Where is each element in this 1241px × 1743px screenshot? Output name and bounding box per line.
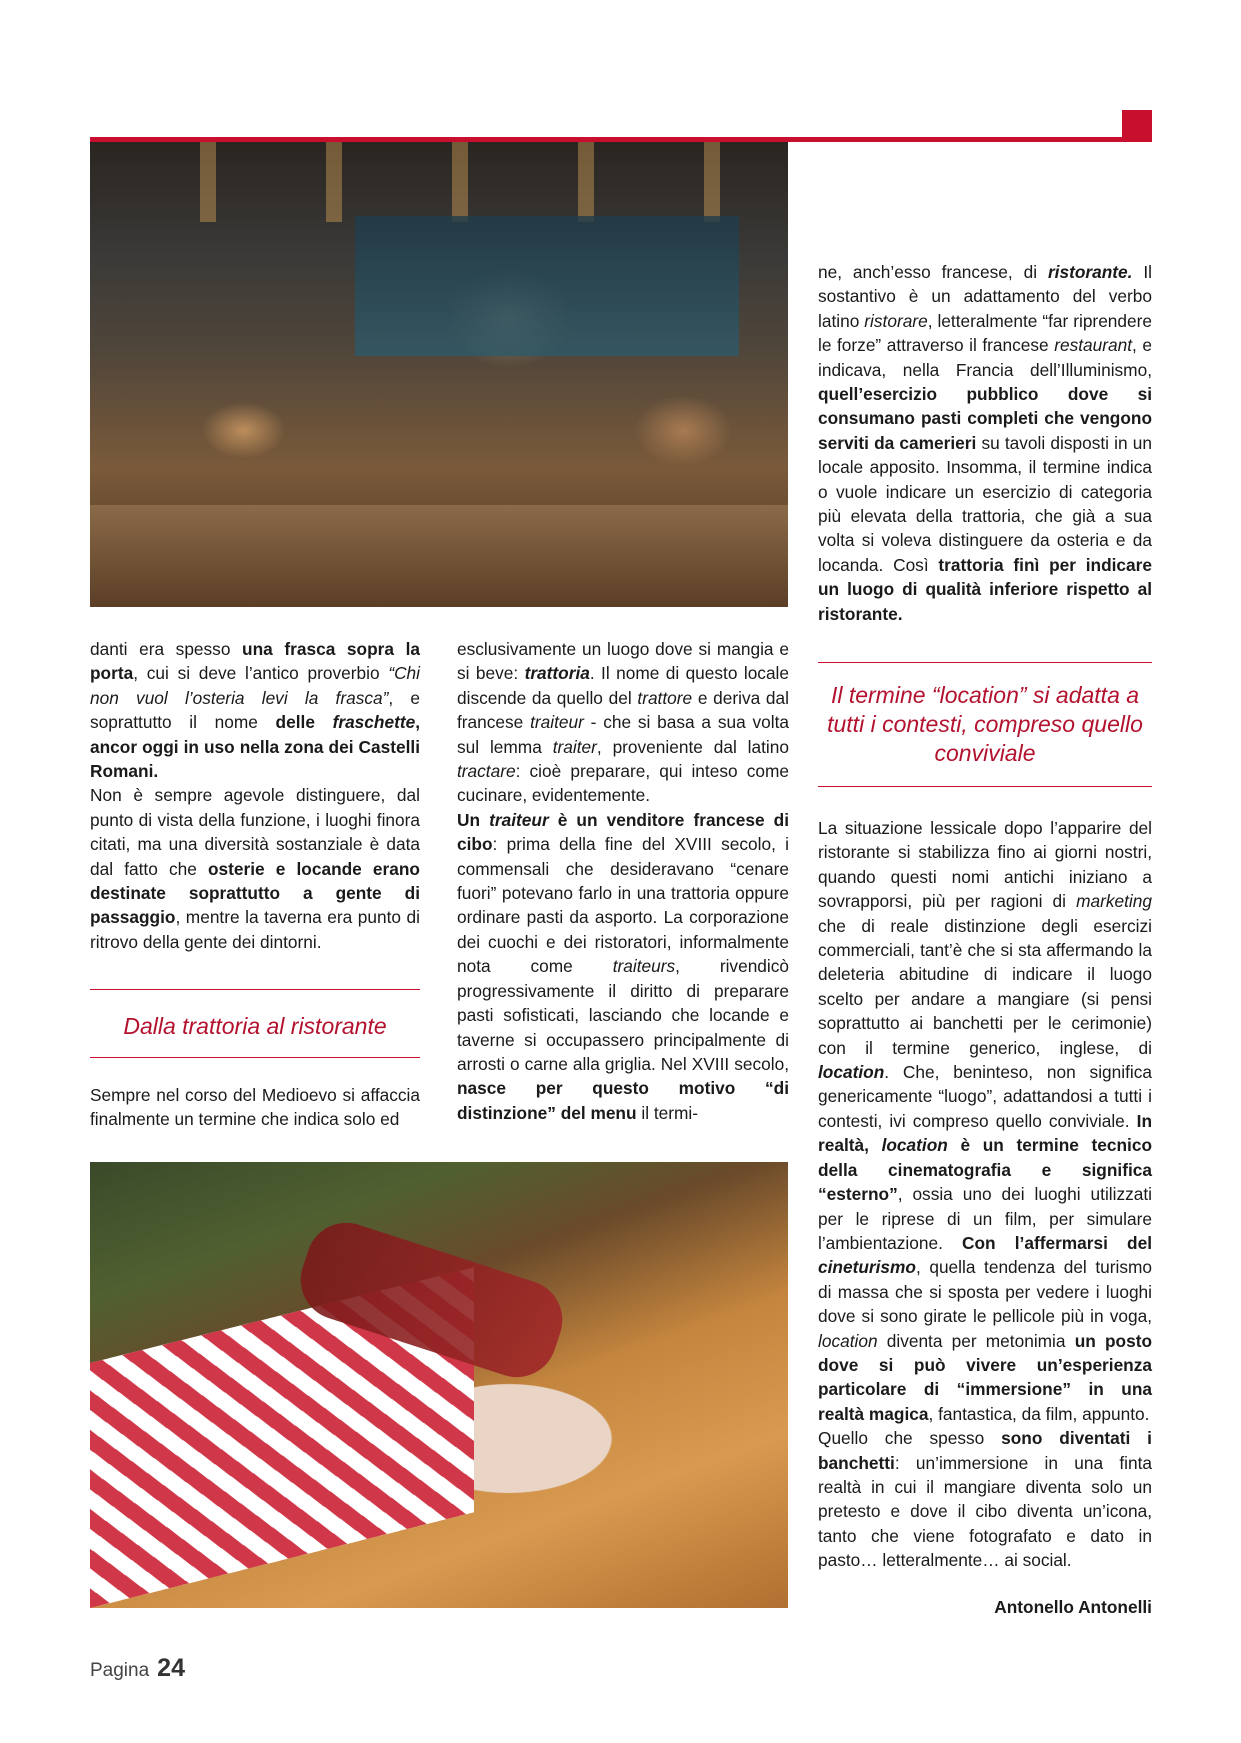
text-run: , e indicava, nella Francia dell’Illuminismo,: [818, 335, 1153, 380]
text-run: In realtà,: [818, 1110, 1152, 1156]
text-run: ristorante.: [1047, 262, 1133, 282]
left-column-upper: [90, 637, 420, 954]
text-run: - che si basa a sua volta sul lemma: [457, 712, 789, 757]
text-run: trattore: [637, 687, 693, 708]
text-run: è un termine tecnico della cinematografia e significa “esterno”: [818, 1135, 1153, 1205]
middle-column: [457, 637, 789, 1125]
text-run: , e soprattutto il nome: [90, 687, 420, 733]
middle-paragraph-2: [457, 808, 789, 1125]
text-run: , cui si deve l’antico proverbio: [133, 663, 389, 684]
text-run: che di reale distinzione degli esercizi commerciali, tant’è che si sta affermando la deleteria abitudine di indicare il luogo scelto per andare a mangiare (si pensi soprattutto ai banchetti per le cerimonie) con il termine generico, inglese, di: [818, 915, 1152, 1058]
left-paragraph-2: [90, 783, 420, 954]
text-run: traiteur: [530, 712, 584, 733]
text-run: Il sostantivo è un adattamento del verbo latino: [818, 262, 1153, 331]
text-run: restaurant: [1054, 335, 1133, 356]
text-run: e deriva dal francese: [457, 687, 789, 733]
text-run: La situazione lessicale dopo l’apparire del ristorante si stabilizza fino ai giorni nostri, quando questi nomi antichi iniziano a sovrapporsi, più per ragioni di: [818, 818, 1152, 912]
text-run: delle: [275, 712, 333, 733]
text-run: diventa per metonimia: [877, 1330, 1075, 1351]
left-paragraph-3: [90, 1083, 420, 1132]
text-run: trattoria finì per indicare un luogo di qualità inferiore rispetto al ristorante.: [818, 554, 1152, 624]
restaurant-photo: [90, 142, 788, 607]
text-run: , ancor oggi in uso nella zona dei Castelli Romani.: [90, 712, 421, 782]
text-run: nasce per questo motivo “di distinzione” del menu: [457, 1078, 789, 1123]
right-paragraph-1: [818, 260, 1152, 626]
text-run: una frasca sopra la porta: [90, 639, 420, 684]
text-run: Sempre nel corso del Medioevo si affaccia finalmente un termine che indica solo ed: [90, 1085, 420, 1130]
text-run: osterie e locande erano destinate soprattutto a gente di passaggio: [90, 858, 420, 928]
text-run: Quello che spesso: [818, 1428, 1002, 1449]
text-run: : cioè preparare, qui inteso come cucinare, evidentemente.: [457, 761, 789, 806]
text-run: ne, anch’esso francese, di: [818, 262, 1048, 282]
pull-quote: Il termine “location” si adatta a tutti i contesti, compreso quello conviviale: [827, 682, 1143, 766]
middle-paragraph-1: [457, 637, 789, 808]
text-run: su tavoli disposti in un locale apposito. Insomma, il termine indica o vuole indicare un esercizio di categoria più elevata della trattoria, che già a sua volta si voleva distinguere da osteria e da locanda. Così: [818, 432, 1152, 575]
pull-quote-rule-bottom: [818, 786, 1152, 787]
left-paragraph-1: [90, 637, 420, 783]
text-run: . Che, beninteso, non significa genericamente “luogo”, adattandosi a tutti i contesti, ivi compreso quello conviviale.: [818, 1062, 1152, 1131]
text-run: . Il nome di questo locale discende da quello del: [457, 663, 790, 708]
text-run: : prima della fine del XVIII secolo, i commensali che desideravano “cenare fuori” potevano farlo in una trattoria oppure ordinare pasti da asporto. La corporazione dei cuochi e dei ristoratori, informalmente nota come: [457, 834, 789, 977]
page-label: Pagina: [90, 1660, 150, 1681]
pull-quote-rule-top: [818, 662, 1152, 663]
text-run: è un venditore francese di cibo: [457, 809, 789, 855]
subheading: Dalla trattoria al ristorante: [123, 1013, 387, 1039]
right-paragraph-3: [818, 1426, 1152, 1572]
subheading-rule-top: [90, 989, 420, 990]
page-footer: [90, 1654, 185, 1683]
text-run: Un: [457, 809, 490, 830]
text-run: danti era spesso: [90, 639, 243, 659]
text-run: traiter: [552, 736, 597, 757]
right-paragraph-2: [818, 816, 1152, 1426]
charcuterie-photo: [90, 1162, 788, 1608]
text-run: Non è sempre agevole distinguere, dal punto di vista della funzione, i luoghi finora citati, ma una diversità sostanziale è data dal fatto che: [90, 785, 420, 879]
text-run: quell’esercizio pubblico dove si consumano pasti completi che vengono serviti da camerieri: [818, 384, 1152, 453]
text-run: : un’immersione in una finta realtà in cui il mangiare diventa solo un pretesto e dove il cibo diventa un’icona, tanto che viene fotografato e dato in pasto… letteralmente… ai social.: [818, 1452, 1152, 1571]
text-run: traiteurs: [612, 956, 676, 977]
text-run: Con l’affermarsi del: [962, 1232, 1152, 1253]
text-run: sono diventati i banchetti: [818, 1428, 1152, 1473]
text-run: esclusivamente un luogo dove si mangia e si beve:: [457, 639, 789, 684]
right-column-upper: [818, 260, 1152, 626]
text-run: traiteur: [489, 809, 549, 830]
text-run: , quella tendenza del turismo di massa che si sposta per vedere i luoghi dove si sono girate le pellicole più in voga,: [818, 1257, 1152, 1327]
text-run: , fantastica, da film, appunto.: [928, 1403, 1150, 1424]
text-run: trattoria: [524, 663, 590, 684]
text-run: , proveniente dal latino: [596, 736, 789, 757]
text-run: location: [818, 1062, 885, 1083]
text-run: marketing: [1076, 891, 1152, 912]
text-run: , mentre la taverna era punto di ritrovo della gente dei dintorni.: [90, 907, 420, 952]
text-run: tractare: [457, 761, 516, 782]
text-run: un posto dove si può vivere un’esperienza particolare di “immersione” in una realtà magica: [818, 1330, 1153, 1424]
text-run: , letteralmente “far riprendere le forze” attraverso il francese: [818, 310, 1152, 356]
text-run: ristorare: [864, 310, 928, 331]
text-run: “Chi non vuol l’osteria levi la frasca”: [90, 663, 420, 708]
text-run: , rivendicò progressivamente il diritto di preparare pasti sofisticati, lasciando che locande e taverne si occupassero principalmente di arrosti o carne alla griglia. Nel XVIII secolo,: [457, 956, 790, 1074]
text-run: cineturismo: [818, 1257, 916, 1278]
page-number: 24: [157, 1654, 185, 1682]
subheading-rule-bottom: [90, 1057, 420, 1058]
text-run: fraschette: [332, 712, 416, 733]
text-run: il termi-: [636, 1102, 698, 1123]
text-run: location: [881, 1135, 948, 1156]
text-run: , ossia uno dei luoghi utilizzati per le riprese di un film, per simulare l’ambientazione.: [818, 1184, 1152, 1253]
right-column-lower: [818, 816, 1152, 1573]
text-run: location: [818, 1330, 878, 1351]
left-column-lower: [90, 1083, 420, 1132]
author-signature: Antonello Antonelli: [994, 1597, 1152, 1617]
